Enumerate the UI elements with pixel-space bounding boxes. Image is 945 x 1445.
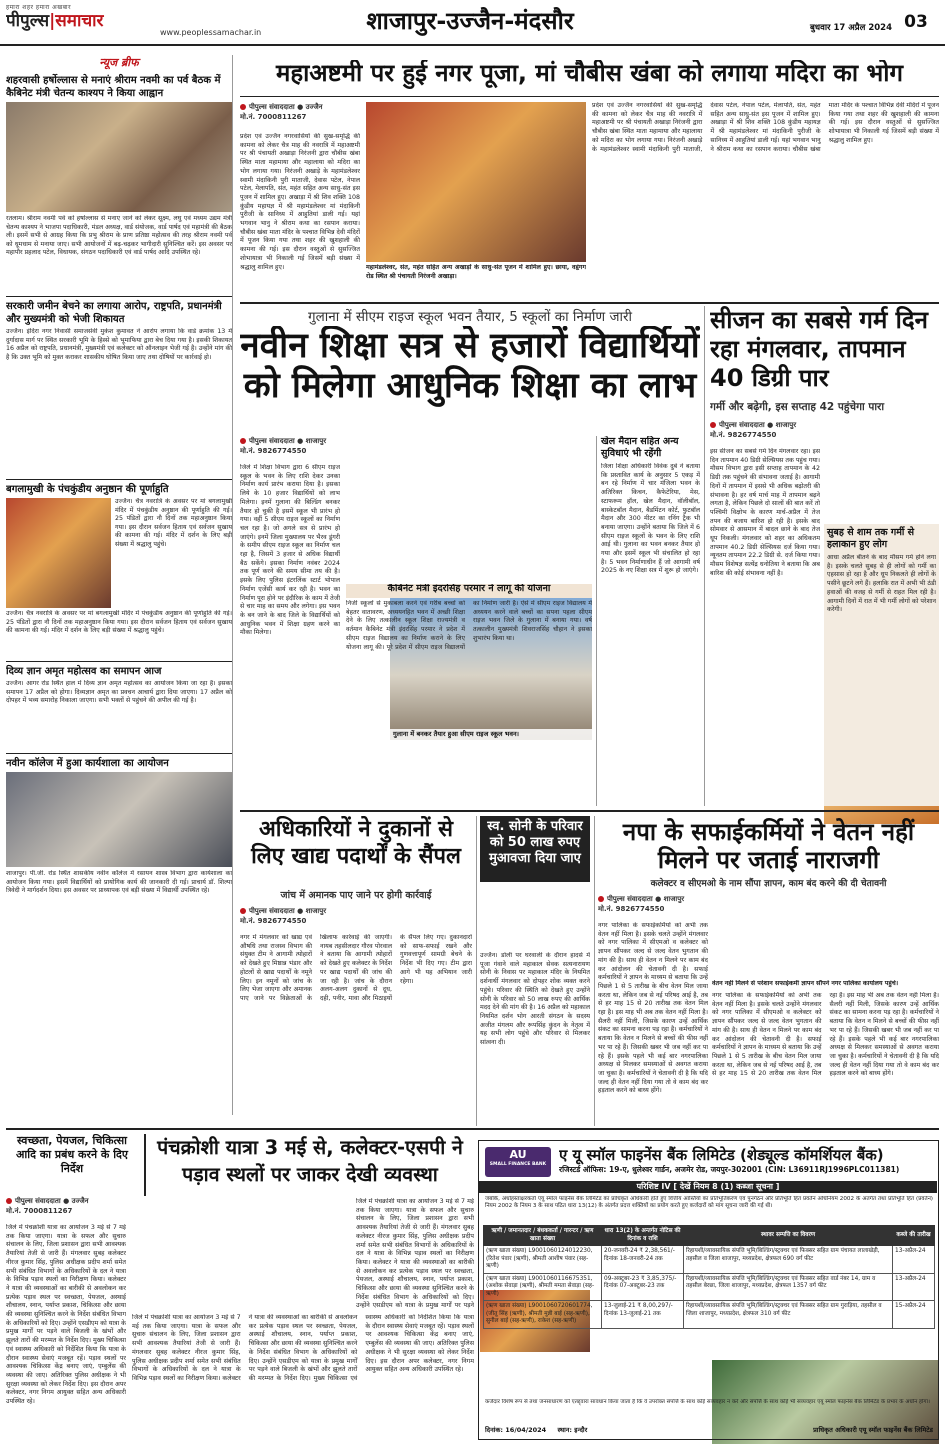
story1-text: प्रदेश एवं उज्जैन नगरवासियों की सुख-समृद्धि की कामना को लेकर चैत्र माह की नवरात्रि में महाअष्टमी पर श्री पंचायती अखाड़ा निरंजनी द्वारा चौबीस खंबा स्थित माता महामाया और महालाया को मदिरा का भोग लगाया गया। निरंजनी अखाड़े के महामंडलेश्वर स्वामी मंदाकिनी पुरी माताजी, देवास पटेल, नेपाल पटेल, मेलापति, संत, महंत सहित अन्य साधु-संत इस पूजन में शामिल हुए। अखाड़ा में श्री शिव शक्ति 108 कुंडीय महायज्ञ में श्री महामंडलेश्वर मां मंदाकिनी पुरीजी के सानिध्य में आहुतियां डाली गई। यहां भगवान भानु ने श्रीराम कथा का रसपान कराया। चौबीस खंबा माता मंदिर के पश्चात विभिन्न देवी मंदिरों में पूजन किया गया तथा शहर की खुशहाली की कामना की गई। इस दौरान वस्तुओं से सुसज्जित शोभायात्रा भी निकाली गई जिसमें बड़ी संख्या में श्रद्धालु शामिल हुए। [240, 133, 360, 271]
byline-text: पीपुल्स संवाददाता ● शाजापुर [607, 895, 685, 903]
ad-table-header: धारा 13(2) के अन्तर्गत नोटिस की दिनांक व राशि [602, 1226, 684, 1246]
story7-text-side: जिले में पंचक्रोशी यात्रा का आयोजन 3 मई से 7 मई तक किया जाएगा। यात्रा के सफल और सुचारु संचालन के लिए, जिला प्रशासन द्वारा सभी आवश्यक तैयारियां तेजी से जारी हैं। मंगलवार सुबह कलेक्टर नीरज कुमार सिंह, पुलिस अधीक्षक प्रदीप शर्मा समेत सभी संबंधित विभागों के अधिकारियों के दल ने यात्रा के विभिन्न पड़ाव स्थलों का निरीक्षण किया। कलेक्टर ने यात्रा की व्यवस्थाओं का बारीकी से अवलोकन कर प्रत्येक पड़ाव स्थल पर स्वच्छता, पेयजल, अस्थाई शौचालय, स्नान, पर्याप्त प्रकाश, चिकित्सा और छाया की व्यवस्था सुनिश्चित करने के निर्देश संबंधित विभाग के अधिकारियों को दिए। उन्होंने एसडीएम को यात्रा के प्रमुख मार्गों पर पड़ने [356, 1198, 474, 1310]
ad-table-header: स्थावर सम्पत्ति का विवरण [684, 1226, 893, 1246]
ad-cell: (ऋण खाता संख्या) L9001060720601774, (जीतू सिंह (ऋणी), श्रीमती मुन्नी बाई (सह-ऋणी), सुनील बाई (सह-ऋणी), राकेश (सह-ऋणी) [484, 1301, 602, 1329]
byline-text: पीपुल्स संवाददाता ● शाजापुर [249, 437, 327, 445]
ad-cell: 20-जनवरी-24 ₹ 2,38,561/- दिनांक 18-जनवरी-24 तक [602, 1246, 684, 1274]
story4-headline[interactable]: अधिकारियों ने दुकानों से लिए खाद्य पदार्थों के सैंपल [251, 817, 461, 869]
story6-deck: कलेक्टर व सीएमओ के नाम सौंपा ज्ञापन, काम बंद करने की दी चेतावनी [650, 879, 887, 889]
story2-caption: गुलाना में बनकर तैयार हुआ सीएम राइज स्कूल भवन। [390, 729, 592, 740]
story2-headline[interactable]: नवीन शिक्षा सत्र से हजारों विद्यार्थियों को मिलेगा आधुनिक शिक्षा का लाभ [240, 326, 700, 407]
brief-title[interactable]: बगलामुखी के पंचकुंडीय अनुष्ठान की पूर्णाहुति [6, 484, 169, 495]
ad-notice-title: परिशिष्ट IV [ देखें नियम 8 (1) कब्जा सूचना ] [479, 1181, 937, 1193]
story3-headline[interactable]: सीजन का सबसे गर्म दिन रहा मंगलवार, तापमान 40 डिग्री पार [710, 306, 928, 392]
story3-phone: मो.नं. 9826774550 [710, 431, 777, 439]
story3-sidebar-box [824, 524, 939, 806]
story6-caption: वेतन नहीं मिलने से परेशान सफाईकर्मी ज्ञापन सौंपने नगर पालिका कार्यालय पहुंचे। [712, 980, 899, 987]
story1-photo [366, 102, 586, 262]
ad-table-row [484, 1273, 935, 1301]
story7-kicker: स्वच्छता, पेयजल, चिकित्सा आदि का प्रबंध करने के दिए निर्देश [16, 1134, 128, 1175]
ad-cell: रिहायशी/व्यावसायिक संपत्ति भूमि/बिल्डिंग/स्ट्रक्चर एवं फिक्सर सहित ग्राम पंचायत लालाखेड़ी, तहसील व जिला शाजापुर, मध्यप्रदेश, क्षेत्रफल 690 वर्ग फीट [684, 1246, 893, 1274]
story4-byline-block [240, 906, 350, 932]
story5-headline[interactable]: स्व. सोनी के परिवार को 50 लाख रुपए मुआवजा दिया जाए [480, 816, 590, 882]
story4-deck: जांच में अमानक पाए जाने पर होगी कार्रवाई [280, 890, 432, 901]
name-left: पीपुल्स [6, 11, 50, 31]
website-url[interactable]: www.peoplessamachar.in [160, 28, 262, 37]
ad-table-row [484, 1301, 935, 1329]
ad-place: स्थान: इन्दौर [557, 1426, 588, 1434]
ad-cell: 15-अप्रैल-24 [893, 1301, 935, 1329]
ad-cell: रिहायशी/व्यावसायिक संपत्ति भूमि/बिल्डिंग/स्ट्रक्चर एवं फिक्सर सहित वार्ड नंबर 14, ग्राम व तहसील बेरछा, जिला शाजापुर, मध्यप्रदेश, क्षेत्रफल 1357 वर्ग फीट [684, 1273, 893, 1301]
story4-phone: मो.नं. 9826774550 [240, 917, 307, 925]
story3-byline-block [710, 420, 820, 446]
brief-photo-ritual [6, 498, 111, 608]
ad-cell: रिहायशी/व्यावसायिक संपत्ति भूमि/बिल्डिंग/स्ट्रक्चर एवं फिक्सर सहित ग्राम गुराड़िया, तहसील व जिला शाजापुर, मध्यप्रदेश, क्षेत्रफल 310 वर्ग फीट [684, 1301, 893, 1329]
ad-intro: जबकि, अधोहस्ताक्षरकर्ता एयू स्मॉल फाइनेंस बैंक लिमिटेड का प्राधिकृत अधिकारी होते हुए वित्तीय आस्तियों का प्रतिभूतिकरण एवं पुनर्गठन और प्रतिभूति हित प्रवर्तन अधिनियम 2002 के अंतर्गत तथा प्रतिभूति हित (प्रवर्तन) नियम 2002 के नियम 3 के साथ पठित धारा 13(12) के अंतर्गत प्रदत्त शक्तियों का प्रयोग करते हुए कर्जदारों को मांग सूचना जारी की गई थी। [485, 1196, 933, 1210]
story6-byline [598, 894, 708, 904]
ad-cell: 13-जुलाई-21 ₹ 8,00,297/- दिनांक 13-जुलाई-21 तक [602, 1301, 684, 1329]
ad-title: ए यू स्मॉल फाइनेंस बैंक लिमिटेड (शेड्यूल्ड कॉमर्शियल बैंक) [559, 1146, 884, 1164]
story3-deck: गर्मी और बढ़ेगी, इस सप्ताह 42 पहुंचेगा पारा [710, 401, 885, 413]
story6-headline[interactable]: नपा के सफाईकर्मियों ने वेतन नहीं मिलने पर जताई नाराजगी [622, 818, 915, 874]
brief-photo-meeting [6, 102, 232, 212]
brief-text: शाजापुर। पी.जी. रोड स्थित शासकीय नवीन कॉलेज में रसायन शास्त्र विभाग द्वारा कार्यशाला का आयोजन किया गया। इसमें विद्यार्थियों को प्रायोगिक कार्य की जानकारी दी गई। प्राचार्य डॉ. शिल्पा त्रिवेदी ने मार्गदर्शन दिया। इस अवसर पर प्राध्यापक एवं बड़ी संख्या में विद्यार्थी उपस्थित रहे। [6, 870, 232, 895]
ad-signature-line [485, 1425, 933, 1434]
story1-caption: महामंडलेश्वर, संत, महंत सहित अन्य अखाड़ों के साधु-संत पूजन में शामिल हुए। छाया, वहृंगग रोड स्थित श्री पंचायती निरंजनी अखाड़ा। [366, 264, 586, 280]
story2-kicker: गुलाना में सीएम राइज स्कूल भवन तैयार, 5 स्कूलों का निर्माण जारी [307, 309, 632, 325]
brief-text: उज्जैन। इंदिरा नगर निवासी समाजसेवी मुकेश कुमावत ने आरोप लगाया कि वार्ड क्रमांक 13 में दुर्गादास मार्ग पर स्थित सरकारी भूमि के हिस्से को भूमाफिया द्वारा बेच दिया गया है। इसकी शिकायत 16 अप्रैल को राष्ट्रपति, प्रधानमंत्री, मुख्यमंत्री एवं कलेक्टर को ऑनलाइन भेजी गई है। उन्होंने मांग की है कि उक्त भूमि को मुक्त कराकर शासकीय घोषित किया जाए तथा दोषियों पर कार्रवाई हो। [6, 328, 232, 361]
story7-phone: मो.नं. 7000811267 [6, 1207, 73, 1215]
story7-byline-block [6, 1196, 126, 1222]
news-brief-column [6, 55, 233, 1115]
story4-byline [240, 906, 350, 916]
brief-text-continued: उज्जैन। चैत्र नवरात्रि के अवसर पर मां बगलामुखी मंदिर में पंचकुंडीय अनुष्ठान की पूर्णाहुति की गई। 25 पंडितों द्वारा नौ दिनों तक महाअनुष्ठान किया गया। इस दौरान सर्वजन हिताय एवं सर्वजन सुखाय की कामना की गई। मंदिर में दर्शन के लिए बड़ी संख्या में श्रद्धालु पहुंचे। [6, 610, 232, 635]
story2-byline [240, 436, 340, 446]
story7-text-continued: जिले में पंचक्रोशी यात्रा का आयोजन 3 मई से 7 मई तक किया जाएगा। यात्रा के सफल और सुचारु संचालन के लिए, जिला प्रशासन द्वारा सभी आवश्यक तैयारियां तेजी से जारी हैं। मंगलवार सुबह कलेक्टर नीरज कुमार सिंह, पुलिस अधीक्षक प्रदीप शर्मा समेत सभी संबंधित विभागों के अधिकारियों के दल ने यात्रा के विभिन्न पड़ाव स्थलों का निरीक्षण किया। कलेक्टर ने यात्रा की व्यवस्थाओं का बारीकी से अवलोकन कर प्रत्येक पड़ाव स्थल पर स्वच्छता, पेयजल, अस्थाई शौचालय, स्नान, पर्याप्त प्रकाश, चिकित्सा और छाया की व्यवस्था सुनिश्चित करने के निर्देश संबंधित विभाग के अधिकारियों को दिए। उन्होंने एसडीएम को यात्रा के प्रमुख मार्गों पर पड़ने वाले बिजली के खंभों और झूलते तारों की मरम्मत के निर्देश दिए। मुख्य चिकित्सा एवं स्वास्थ्य अधिकारी को निर्देशित किया कि यात्रा के दौरान स्वास्थ्य सेवाएं मजबूत रहें। पड़ाव स्थलों पर आवश्यक चिकित्सा केंद्र बनाए जाएं, एम्बुलेंस की व्यवस्था की जाए। अतिरिक्त पुलिस अधीक्षक ने भी सुरक्षा व्यवस्था को लेकर निर्देश दिए। इस दौरान अपर कलेक्टर, नगर निगम आयुक्त सहित अन्य अधिकारी उपस्थित रहे। [132, 1314, 474, 1382]
story7-text: जिले में पंचक्रोशी यात्रा का आयोजन 3 मई से 7 मई तक किया जाएगा। यात्रा के सफल और सुचारु संचालन के लिए, जिला प्रशासन द्वारा सभी आवश्यक तैयारियां तेजी से जारी हैं। मंगलवार सुबह कलेक्टर नीरज कुमार सिंह, पुलिस अधीक्षक प्रदीप शर्मा समेत सभी संबंधित विभागों के अधिकारियों के दल ने यात्रा के विभिन्न पड़ाव स्थलों का निरीक्षण किया। कलेक्टर ने यात्रा की व्यवस्थाओं का बारीकी से अवलोकन कर प्रत्येक पड़ाव स्थल पर स्वच्छता, पेयजल, अस्थाई शौचालय, स्नान, पर्याप्त प्रकाश, चिकित्सा और छाया की व्यवस्था सुनिश्चित करने के निर्देश संबंधित विभाग के अधिकारियों को दिए। उन्होंने एसडीएम को यात्रा के प्रमुख मार्गों पर पड़ने वाले बिजली के खंभों और झूलते तारों की मरम्मत के निर्देश दिए। मुख्य चिकित्सा एवं स्वास्थ्य अधिकारी को निर्देशित किया कि यात्रा के दौरान स्वास्थ्य सेवाएं मजबूत रहें। पड़ाव स्थलों पर आवश्यक चिकित्सा केंद्र बनाए जाएं, एम्बुलेंस की व्यवस्था की जाए। अतिरिक्त पुलिस अधीक्षक ने भी सुरक्षा व्यवस्था को लेकर निर्देश दिए। इस दौरान अपर कलेक्टर, नगर निगम आयुक्त सहित अन्य अधिकारी उपस्थित रहे। [6, 1224, 126, 1406]
brief-title[interactable]: दिव्य ज्ञान अमृत महोत्सव का समापन आज [6, 666, 162, 677]
ad-cell: 13-अप्रैल-24 [893, 1246, 935, 1274]
byline-text: पीपुल्स संवाददाता ● उज्जैन [15, 1197, 89, 1205]
bank-logo-bottom: SMALL FINANCE BANK [489, 1162, 547, 1167]
story6-byline-block [598, 894, 708, 920]
name-right: समाचार [55, 11, 104, 31]
ad-cell: (ऋण खाता संख्या) L9001060116675351, (अशोक सेवाड़ा (ऋणी), श्रीमती ममता सेवाड़ा (सह-ऋणी) [484, 1273, 602, 1301]
ad-signatory: प्राधिकृत अधिकारी एयू स्मॉल फाइनेंस बैंक लिमिटेड [813, 1426, 933, 1434]
story2-box-title: खेल मैदान सहित अन्य सुविधाएं भी रहेंगी [601, 436, 679, 459]
story6-text: नगर पालिका के सफाईकर्मियों को अभी तक वेतन नहीं मिला है। इसके चलते उन्होंने मंगलवार को नगर पालिका में सीएमओ व कलेक्टर को ज्ञापन सौंपकर जल्द से जल्द वेतन भुगतान की मांग की है। साथ ही वेतन न मिलने पर काम बंद कर आंदोलन की चेतावनी दी है। सफाई कर्मचारियों ने ज्ञापन के माध्यम से बताया कि उन्हें पिछले 1 से 5 तारीख के बीच वेतन मिल जाया करता था, लेकिन जब से नई परिषद आई है, तब से हर माह 15 से 20 तारीख तक वेतन मिल रहा है। इस माह भी अब तक वेतन नहीं मिला है। सैलरी नहीं मिली, जिसके कारण उन्हें आर्थिक संकट का सामना करना पड़ रहा है। कर्मचारियों ने बताया कि वेतन न मिलने से बच्चों की फीस नहीं भर पा रहे हैं। जिसकी खबर भी जब नहीं कर पा रहे हैं। इसके पहले भी कई बार नगरपालिका अध्यक्ष से मिलकर समस्याओं से अवगत कराया जा चुका है। कर्मचारियों ने चेतावनी दी है कि यदि जल्द ही वेतन नहीं दिया गया तो वे काम बंद कर हड़ताल करने को बाध्य होंगे। [598, 922, 708, 1095]
story1-byline [240, 102, 360, 112]
ad-table-header: ऋणी / जमानतदार / बंधककर्ता / गारन्टर / ऋण खाता संख्या [484, 1226, 602, 1246]
story3-byline [710, 420, 820, 430]
story2-subhead: कैबिनेट मंत्री इंदरसिंह परमार ने लागू की योजना [346, 584, 592, 598]
bank-logo-top: AU [509, 1148, 527, 1161]
story2-box-text: जिला शिक्षा अधिकारी विवेक दुबे ने बताया कि प्रस्तावित कार्य के अनुसार 5 एकड़ में बन रहे निर्माण में चार मंजिला भवन के अतिरिक्त किचन, कैफेटेरिया, मेस, स्टाफरूम हॉल, खेल मैदान, वॉलीबॉल, बास्केटबॉल मैदान, बैडमिंटन कोर्ट, फुटबॉल मैदान और 300 मीटर का रनिंग ट्रैक भी बनाया जाएगा। उन्होंने बताया कि जिले में 6 सीएम राइज स्कूलों के भवन के लिए राशि आई थी। गुलाना का भवन बनकर तैयार हो गया और इसमें स्कूल भी संचालित हो रहा है। 5 भवन निर्माणाधीन हैं जो आगामी वर्ष 2025 के नए शिक्षा सत्र में शुरू हो जाएंगे। [601, 463, 700, 575]
story2-byline-block [240, 436, 340, 462]
story2-sidebar-box [596, 436, 700, 806]
page-number: 03 [904, 12, 928, 32]
story2-text: जिले में शिक्षा विभाग द्वारा 6 सीएम राइज स्कूल के भवन के लिए राशि देकर उनका निर्माण कार्य प्रारंभ कराया दिया है। इसका लिये के 10 हजार विद्यार्थियों को लाभ मिलेगा। इनमें गुलाना की बिल्डिंग बनकर तैयार हो चुकी है इसमें स्कूल भी प्रारंभ हो गया। वहीं 5 सीएम राइज स्कूलों का निर्माण चल रहा है। जो अगले सत्र से प्रारंभ हो जाएंगे। इनमें जिला मुख्यालय पर भैरव डूंगरी के समीप सीएम राइज स्कूल का निर्माण चल रहा है, जिसमें 3 हजार से अधिक विद्यार्थी बैठ सकेंगे। इसका निर्माण नवंबर 2024 तक पूर्ण करने की समय सीमा तय की है। इसके लिए पुलिस इंटरलिंक स्टार्ट भोपाल निर्माण एजेंसी कार्य कर रही है। भवन का निर्माण पूरा होने पर इंदौरिक के काम में तेजी से चार माह का समय और लगेगा। इस भवन के बन जाने के बाद जिले के विद्यार्थियों को आधुनिक भवन में शिक्षा ग्रहण करने का मौका मिलेगा। [240, 464, 340, 637]
issue-date: बुधवार 17 अप्रैल 2024 [810, 23, 892, 33]
ad-address: रजिस्टर्ड ऑफिस: 19-ए, धुलेश्वर गार्डन, अजमेर रोड, जयपुर-302001 (CIN: L36911RJ1996PLC011381) [559, 1165, 900, 1174]
story1-byline-block [240, 102, 360, 132]
brief-title[interactable]: नवीन कॉलेज में हुआ कार्यशाला का आयोजन [6, 758, 169, 769]
story3-box-text: आधा अप्रैल बीतने के बाद मौसम गर्म होने लगा है। इसके चलते सुबह से ही लोगों को गर्मी का एहसास हो रहा है और धूप निकलते ही लोगों के पसीने छूटने लगे हैं। हलाकि रात में अभी भी ठंडी हवाओं की वजह से गर्मी से राहत मिल रही है। आगामी दिनों में रात में भी गर्मी लोगों को परेशान करेगी। [827, 554, 936, 614]
bank-notice-ad [478, 1140, 939, 1440]
story3-box-title: सुबह से शाम तक गर्मी से हलाकान हुए लोग [827, 527, 915, 550]
brief-text: उज्जैन। आगर रोड स्थित हाल में दिव्य ज्ञान अमृत महोत्सव का आयोजन किया जा रहा है। इसका समापन 17 अप्रैल को होगा। दिव्यज्ञान अमृत का प्रवचन आचार्य द्वारा दिया जाएगा। 17 अप्रैल को दोपहर में भव्य समारोह निकाला जाएगा। सभी भक्तों से पहुंचने की अपील की गई है। [6, 680, 232, 705]
brief-photo-college [6, 772, 232, 867]
ad-cell: (ऋण खाता संख्या) L9001060124012230, (रितेश पंवार (ऋणी), श्रीमती आशीष पंवार (सह-ऋणी) [484, 1246, 602, 1274]
story2-phone: मो.नं. 9826774550 [240, 447, 307, 455]
story1-text-continued: प्रदेश एवं उज्जैन नगरवासियों की सुख-समृद्धि की कामना को लेकर चैत्र माह की नवरात्रि में महाअष्टमी पर श्री पंचायती अखाड़ा निरंजनी द्वारा चौबीस खंबा स्थित माता महामाया और महालाया को मदिरा का भोग लगाया गया। निरंजनी अखाड़े के महामंडलेश्वर स्वामी मंदाकिनी पुरी माताजी, देवास पटेल, नेपाल पटेल, मेलापति, संत, महंत सहित अन्य साधु-संत इस पूजन में शामिल हुए। अखाड़ा में श्री शिव शक्ति 108 कुंडीय महायज्ञ में श्री महामंडलेश्वर मां मंदाकिनी पुरीजी के सानिध्य में आहुतियां डाली गई। यहां भगवान भानु ने श्रीराम कथा का रसपान कराया। चौबीस खंबा माता मंदिर के पश्चात विभिन्न देवी मंदिरों में पूजन किया गया तथा शहर की खुशहाली की कामना की गई। इस दौरान वस्तुओं से सुसज्जित शोभायात्रा भी निकाली गई जिसमें बड़ी संख्या में श्रद्धालु शामिल हुए। [592, 102, 939, 153]
newspaper-logo [6, 3, 146, 37]
news-brief-label: न्यूज ब्रीफ [99, 56, 139, 69]
masthead [0, 0, 945, 46]
ad-cell: 13-अप्रैल-24 [893, 1273, 935, 1301]
ad-table [483, 1225, 935, 1329]
story2-text2: निजी स्कूलों से मुकाबला करने एवं गरीब बच्चों को बेहतर वातावरण, अध्ययनहित भवन में अच्छी शिक्षा देने के लिए तत्कालीन स्कूल शिक्षा राज्यमंत्री व वर्तमान कैबिनेट मंत्री इंदरसिंह परमार ने प्रदेश में सीएम राइज विद्यालय का निर्माण कराने के लिए योजना लागू की। पूरे प्रदेश में सीएम राइज विद्यालयों का निर्माण जारी है। ऐसे में सीएम राइज विद्यालय में अध्ययन करने वाले बच्चों का सपना पहला सीएम राइज भवन जिले के गुलाना में बनाया गया। वर्ष तत्कालीन मुख्यमंत्री शिवराजसिंह चौहान ने इसका शुभारंभ किया था। [346, 600, 592, 651]
story5-text: उज्जैन। डोली पर घरवाली के दौरान हादसे में पूजा गंवाने वाले महाकाल सेवक सत्यनारायण सोनी के निवास पर महाकाल मंदिर के नियमित दर्शनार्थी मंगलवार को दोपहर शोक व्यक्त करने पहुंचे। परिवार की स्थिति को देखते हुए उन्होंने सोनी के परिवार को 50 लाख रुपए की आर्थिक मदद देने की मांग की है। 16 अप्रैल को महाकाल नियमित दर्शन भोग आरती संगठन के सदस्य अजीत मंगलम और रूपसिंह कुंदन के नेतृत्व में यह सभी लोग पहुंचे और परिवार से मिलकर सांत्वना दी। [480, 952, 590, 1047]
brief-title[interactable]: सरकारी जमीन बेचने का लगाया आरोप, राष्ट्रपति, प्रधानमंत्री और मुख्यमंत्री को भेजी शिकायत [6, 301, 222, 325]
story1-phone: मो.नं. 7000811267 [240, 113, 307, 121]
byline-text: पीपुल्स संवाददाता ● शाजापुर [719, 421, 797, 429]
byline-text: पीपुल्स संवाददाता ● शाजापुर [249, 907, 327, 915]
ad-cell: 09-अक्टूबर-23 ₹ 3,85,375/- दिनांक 07-अक्टूबर-23 तक [602, 1273, 684, 1301]
ad-date: दिनांक: 16/04/2024 [485, 1426, 547, 1434]
byline-text: पीपुल्स संवाददाता ● उज्जैन [249, 103, 323, 111]
story7-headline[interactable]: पंचक्रोशी यात्रा 3 मई से, कलेक्टर-एसपी ने पड़ाव स्थलों पर जाकर देखी व्यवस्था [144, 1134, 474, 1196]
bank-logo [485, 1147, 551, 1177]
story4-text: नगर में मंगलवार को खाद्य एवं औषधि तथा राजस्व विभाग की संयुक्त टीम ने आगामी त्योहारों को देखते हुए मिष्ठान्न भंडार और होटलों से खाद्य पदार्थों के नमूने लिए। इन नमूनों को जांच के लिए भेजा जाएगा और अमानक पाए जाने पर विक्रेताओं के खिलाफ कार्रवाई की जाएगी। नायब तहसीलदार गौरव पोरवाल ने बताया कि आगामी त्योहारों को देखते हुए कलेक्टर के निर्देश पर खाद्य पदार्थों की जांच की जा रही है। जांच के दौरान अलग-अलग दुकानों से दूध, दही, पनीर, मावा और मिठाइयों के सैंपल लिए गए। दुकानदारों को साफ-सफाई रखने और गुणवत्तापूर्ण सामग्री बेचने के निर्देश भी दिए गए। टीम द्वारा आगे भी यह अभियान जारी रहेगा। [240, 934, 472, 1002]
brief-text: रतलाम। श्रीराम नवमी पर्व को हर्षोल्लास से मनाए जाने को लेकर सूक्ष्म, लघु एवं मध्यम उद्यम मंत्री चेतन्य काश्यप ने भाजपा पदाधिकारी, मंडल अध्यक्ष, वार्ड संयोजक, वार्ड पार्षद एवं महामंत्री की बैठक ली। इसमें सभी से आग्रह किया कि प्रभु श्रीराम के प्राण प्रतिष्ठा महोत्सव की तरह श्रीराम नवमी पर्व को धूमधाम से मनाया जाए। सभी आयोजनों में बढ़-चढ़कर भागीदारी सुनिश्चित करें। इस अवसर पर महापौर प्रहलाद पटेल, विधायक, संगठन पदाधिकारी एवं वार्ड पार्षद आदि उपस्थित रहे। [6, 215, 232, 257]
section-title: शाजापुर-उज्जैन-मंदसौर [366, 7, 574, 35]
brief-text: उज्जैन। चैत्र नवरात्रि के अवसर पर मां बगलामुखी मंदिर में पंचकुंडीय अनुष्ठान की पूर्णाहुति की गई। 25 पंडितों द्वारा नौ दिनों तक महाअनुष्ठान किया गया। इस दौरान सर्वजन हिताय एवं सर्वजन सुखाय की कामना की गई। मंदिर में दर्शन के लिए बड़ी संख्या में श्रद्धालु पहुंचे। [115, 498, 232, 548]
ad-footer: कर्जदार विशेष रूप से तथा जनसाधारण को एतद्द्वारा सावधान किया जाता है कि वे उपरोक्त संपत्ति के साथ कोई संव्यवहार न करें और संपत्ति के साथ कोई भी संव्यवहार एयू स्मॉल फाइनेंस बैंक लिमिटेड के प्रभार के अधीन होगा। [485, 1399, 930, 1405]
ad-table-header: कब्जे की तारीख [893, 1226, 935, 1246]
newspaper-name: पीपुल्स|समाचार [6, 11, 104, 31]
story1-headline[interactable]: महाअष्टमी पर हुई नगर पूजा, मां चौबीस खंबा को लगाया मदिरा का भोग [276, 60, 903, 87]
ad-table-row [484, 1246, 935, 1274]
story6-text-continued: नगर पालिका के सफाईकर्मियों को अभी तक वेतन नहीं मिला है। इसके चलते उन्होंने मंगलवार को नगर पालिका में सीएमओ व कलेक्टर को ज्ञापन सौंपकर जल्द से जल्द वेतन भुगतान की मांग की है। साथ ही वेतन न मिलने पर काम बंद कर आंदोलन की चेतावनी दी है। सफाई कर्मचारियों ने ज्ञापन के माध्यम से बताया कि उन्हें पिछले 1 से 5 तारीख के बीच वेतन मिल जाया करता था, लेकिन जब से नई परिषद आई है, तब से हर माह 15 से 20 तारीख तक वेतन मिल रहा है। इस माह भी अब तक वेतन नहीं मिला है। सैलरी नहीं मिली, जिसके कारण उन्हें आर्थिक संकट का सामना करना पड़ रहा है। कर्मचारियों ने बताया कि वेतन न मिलने से बच्चों की फीस नहीं भर पा रहे हैं। जिसकी खबर भी जब नहीं कर पा रहे हैं। इसके पहले भी कई बार नगरपालिका अध्यक्ष से मिलकर समस्याओं से अवगत कराया जा चुका है। कर्मचारियों ने चेतावनी दी है कि यदि जल्द ही वेतन नहीं दिया गया तो वे काम बंद कर हड़ताल करने को बाध्य होंगे। [712, 992, 939, 1078]
story6-phone: मो.नं. 9826774550 [598, 905, 665, 913]
story3-text: इस सीजन का सबसे गर्म दिन मंगलवार रहा। इस दिन तापमान 40 डिग्री सेल्सियस तक पहुंच गया। मौसम विभाग द्वारा इसी सप्ताह तापमान के 42 डिग्री तक पहुंचने की संभावना जताई है। आगामी दिनों में तापमान में इससे भी अधिक बढ़ोतरी की संभावना है। हर वर्ष मार्च माह में तापमान बढ़ने लगता है, लेकिन पिछले दो सालों की बात करें तो पश्चिमी विक्षोभ के कारण मार्च-अप्रैल में तेज तपन की बजाय बारिश हो रही है। इसके बाद सोमवार से आसमान में बादल छाने के बाद तेज धूप निकली। मंगलवार को शहर का अधिकतम तापमान 40.2 डिग्री सेल्सियस दर्ज किया गया। न्यूनतम तापमान 22.2 डिग्री से. दर्ज किया गया। मौसम विशेषज्ञ सत्येंद्र धनोतिया ने बताया कि अब बारिश की कोई संभावना नहीं है। [710, 448, 820, 577]
story7-byline [6, 1196, 126, 1206]
tagline: हमारा शहर हमारा अखबार [6, 4, 72, 11]
brief-title[interactable]: शहरवासी हर्षोल्लास से मनाएं श्रीराम नवमी का पर्व बैठक में कैबिनेट मंत्री चेतन्य काश्यप ने किया आह्वान [6, 75, 221, 99]
